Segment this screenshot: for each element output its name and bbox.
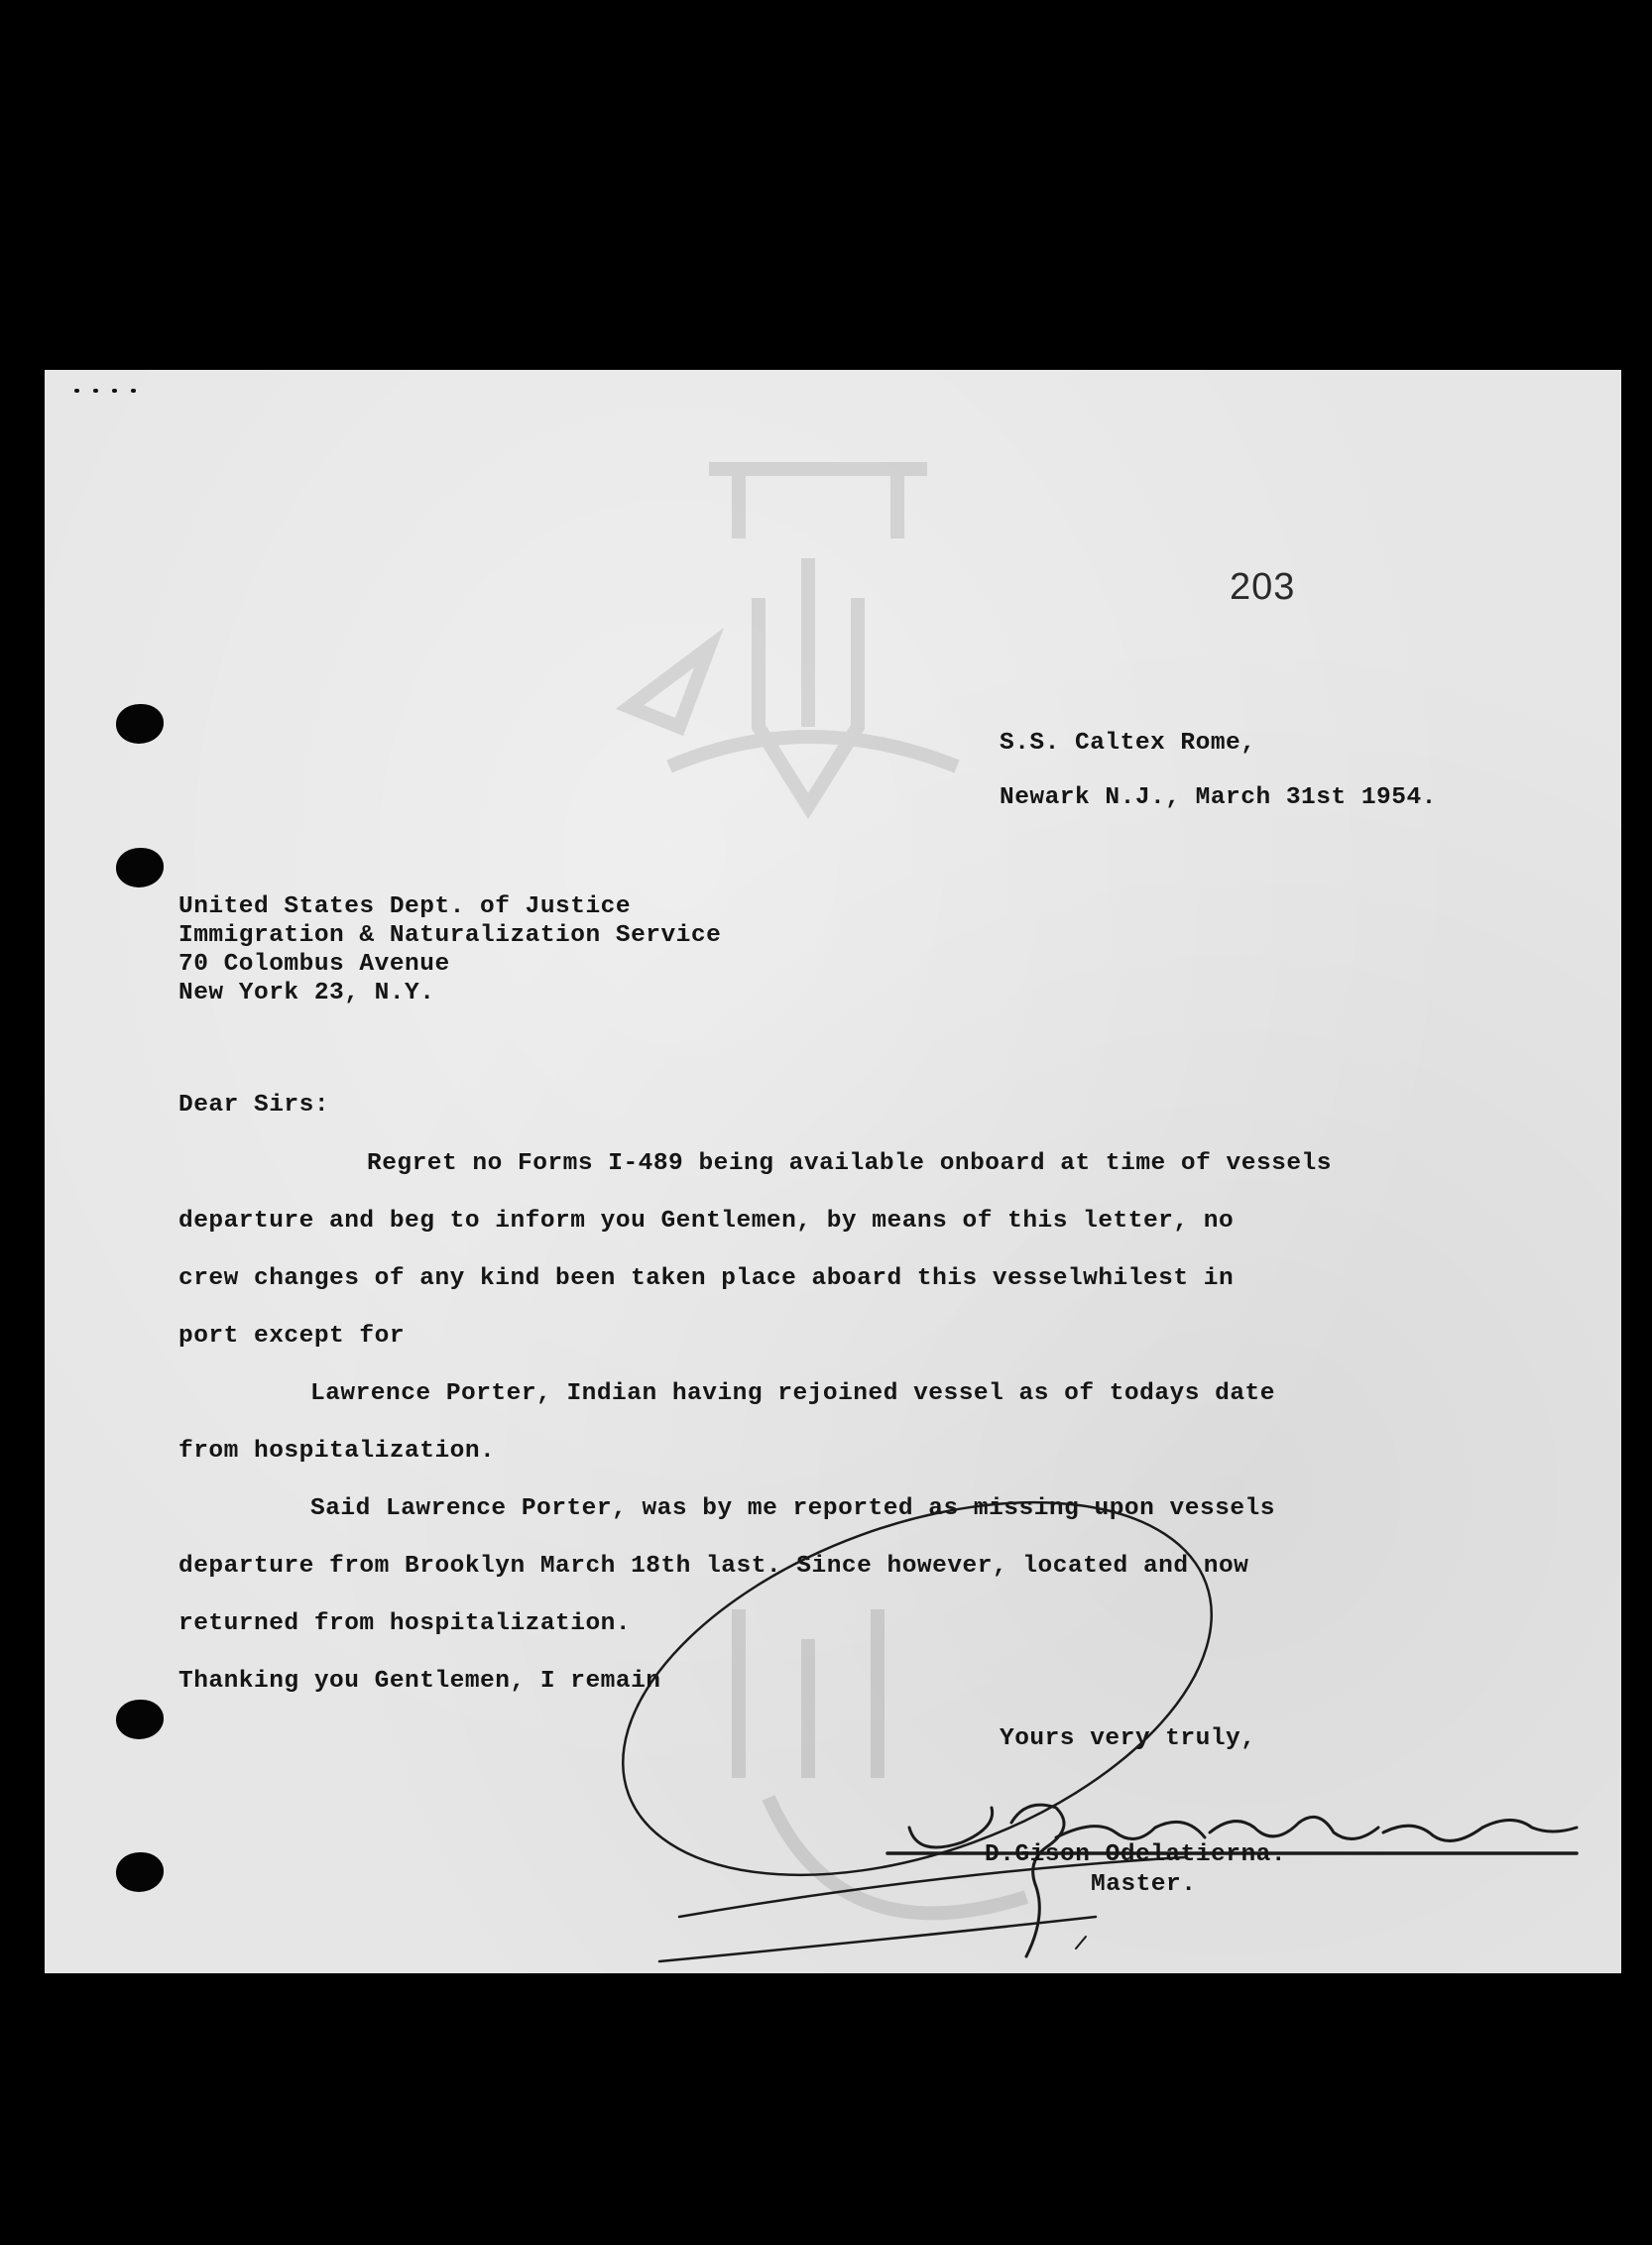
salutation: Dear Sirs: [178, 1092, 330, 1119]
punch-hole-3 [116, 1700, 164, 1739]
punch-hole-1 [116, 704, 164, 744]
body-line: returned from hospitalization. [178, 1610, 632, 1637]
sender-place-date: Newark N.J., March 31st 1954. [1000, 784, 1437, 811]
body-line: crew changes of any kind been taken place aboard this vesselwhilest in [178, 1265, 1235, 1292]
punch-hole-4 [116, 1852, 164, 1892]
recipient-line-1: United States Dept. of Justice [178, 893, 632, 920]
recipient-line-4: New York 23, N.Y. [178, 980, 435, 1006]
sender-vessel: S.S. Caltex Rome, [1000, 730, 1256, 757]
top-left-marks [74, 380, 193, 390]
body-line: departure and beg to inform you Gentlemen, by means of this letter, no [178, 1208, 1235, 1235]
signer-name: D.Gison Odelatierna. [985, 1841, 1287, 1868]
recipient-line-3: 70 Colombus Avenue [178, 951, 450, 978]
recipient-line-2: Immigration & Naturalization Service [178, 922, 722, 949]
letter-page [45, 370, 1621, 1973]
closing: Yours very truly, [1000, 1725, 1256, 1752]
body-line: Thanking you Gentlemen, I remain [178, 1668, 661, 1695]
body-line: port except for [178, 1323, 406, 1350]
body-line: Regret no Forms I-489 being available onboard at time of vessels [367, 1150, 1332, 1177]
page-number: 203 [1230, 566, 1296, 608]
body-line: departure from Brooklyn March 18th last. Since however, located and now [178, 1553, 1249, 1580]
body-line: from hospitalization. [178, 1438, 496, 1465]
punch-hole-2 [116, 848, 164, 887]
watermark-crest [511, 410, 1225, 1956]
body-line: Said Lawrence Porter, was by me reported as missing upon vessels [310, 1495, 1275, 1522]
signer-title: Master. [1091, 1871, 1197, 1898]
body-line: Lawrence Porter, Indian having rejoined vessel as of todays date [310, 1380, 1275, 1407]
